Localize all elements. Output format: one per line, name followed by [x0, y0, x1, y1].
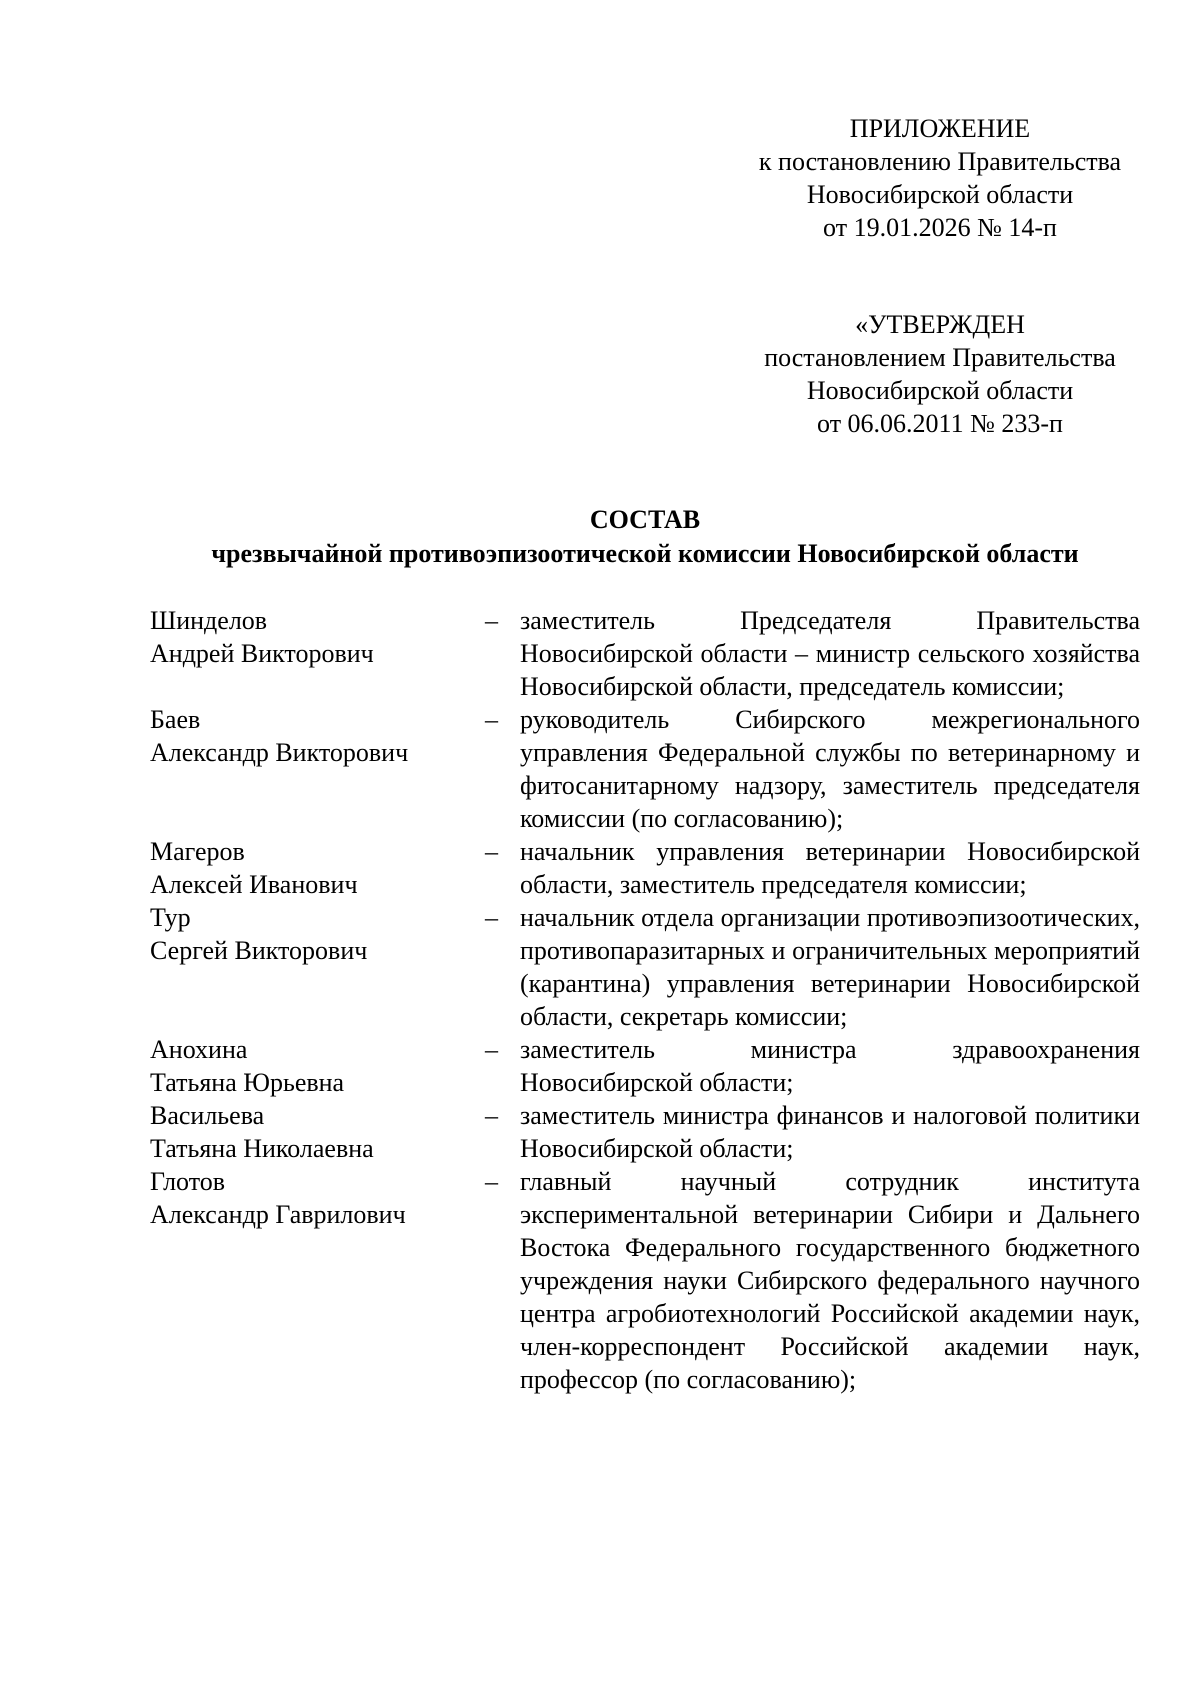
approval-region: Новосибирской области: [806, 376, 1074, 405]
member-given-names: Александр Викторович: [150, 738, 409, 767]
member-position: начальник отдела организации противоэпизоотических, противопаразитарных и ограничительных мероприятий (карантина) управления ветеринарии Новосибирской области, секретарь комиссии;: [520, 903, 1140, 1031]
member-row: [150, 1165, 1140, 1396]
member-row: [150, 901, 1140, 1033]
member-given-names: Андрей Викторович: [150, 639, 374, 668]
member-dash: –: [485, 1101, 498, 1130]
member-given-names: Сергей Викторович: [150, 936, 368, 965]
member-surname: Магеров: [150, 837, 245, 866]
member-dash: –: [485, 837, 498, 866]
member-dash: –: [485, 1035, 498, 1064]
appendix-region: Новосибирской области: [806, 180, 1074, 209]
member-surname: Анохина: [150, 1035, 248, 1064]
member-surname: Баев: [150, 705, 201, 734]
title-main: СОСТАВ: [589, 505, 701, 534]
member-name: [150, 1033, 485, 1099]
member-dash: –: [485, 1167, 498, 1196]
member-given-names: Татьяна Юрьевна: [150, 1068, 345, 1097]
appendix-header: [740, 112, 1140, 244]
member-row: [150, 1033, 1140, 1099]
member-position: заместитель министра здравоохранения Новосибирской области;: [520, 1035, 1140, 1097]
appendix-date-number: от 19.01.2026 № 14-п: [823, 213, 1057, 242]
approval-date-number: от 06.06.2011 № 233-п: [817, 409, 1063, 438]
member-position: главный научный сотрудник института экспериментальной ветеринарии Сибири и Дальнего Востока Федерального государственного бюджетного учреждения науки Сибирского федерального научного центра агробиотехнологий Российской академии наук, член-корреспондент Российской академии наук, профессор (по согласованию);: [520, 1167, 1140, 1394]
member-position: начальник управления ветеринарии Новосибирской области, заместитель председателя комиссии;: [520, 837, 1140, 899]
member-position: заместитель Председателя Правительства Новосибирской области – министр сельского хозяйства Новосибирской области, председатель комиссии;: [520, 606, 1140, 701]
member-given-names: Александр Гаврилович: [150, 1200, 406, 1229]
member-row: [150, 835, 1140, 901]
title-subtitle: чрезвычайной противоэпизоотической комиссии Новосибирской области: [211, 539, 1079, 568]
approval-heading: «УТВЕРЖДЕН: [855, 310, 1025, 339]
member-surname: Шинделов: [150, 606, 268, 635]
member-name: [150, 901, 485, 1033]
member-surname: Глотов: [150, 1167, 226, 1196]
member-position: заместитель министра финансов и налоговой политики Новосибирской области;: [520, 1101, 1140, 1163]
member-given-names: Татьяна Николаевна: [150, 1134, 374, 1163]
member-row: [150, 604, 1140, 703]
members-list: [150, 604, 1140, 1396]
member-name: [150, 835, 485, 901]
member-surname: Васильева: [150, 1101, 265, 1130]
member-name: [150, 604, 485, 703]
member-row: [150, 703, 1140, 835]
approval-reference: постановлением Правительства: [764, 343, 1116, 372]
member-name: [150, 1165, 485, 1396]
member-position: руководитель Сибирского межрегионального управления Федеральной службы по ветеринарному и фитосанитарному надзору, заместитель председателя комиссии (по согласованию);: [520, 705, 1140, 833]
document-title: [150, 503, 1140, 571]
member-dash: –: [485, 606, 498, 635]
member-dash: –: [485, 705, 498, 734]
member-surname: Тур: [150, 903, 191, 932]
approval-header: [740, 308, 1140, 440]
appendix-reference: к постановлению Правительства: [758, 147, 1122, 176]
member-given-names: Алексей Иванович: [150, 870, 358, 899]
member-name: [150, 1099, 485, 1165]
member-dash: –: [485, 903, 498, 932]
appendix-heading: ПРИЛОЖЕНИЕ: [849, 114, 1031, 143]
member-name: [150, 703, 485, 835]
member-row: [150, 1099, 1140, 1165]
